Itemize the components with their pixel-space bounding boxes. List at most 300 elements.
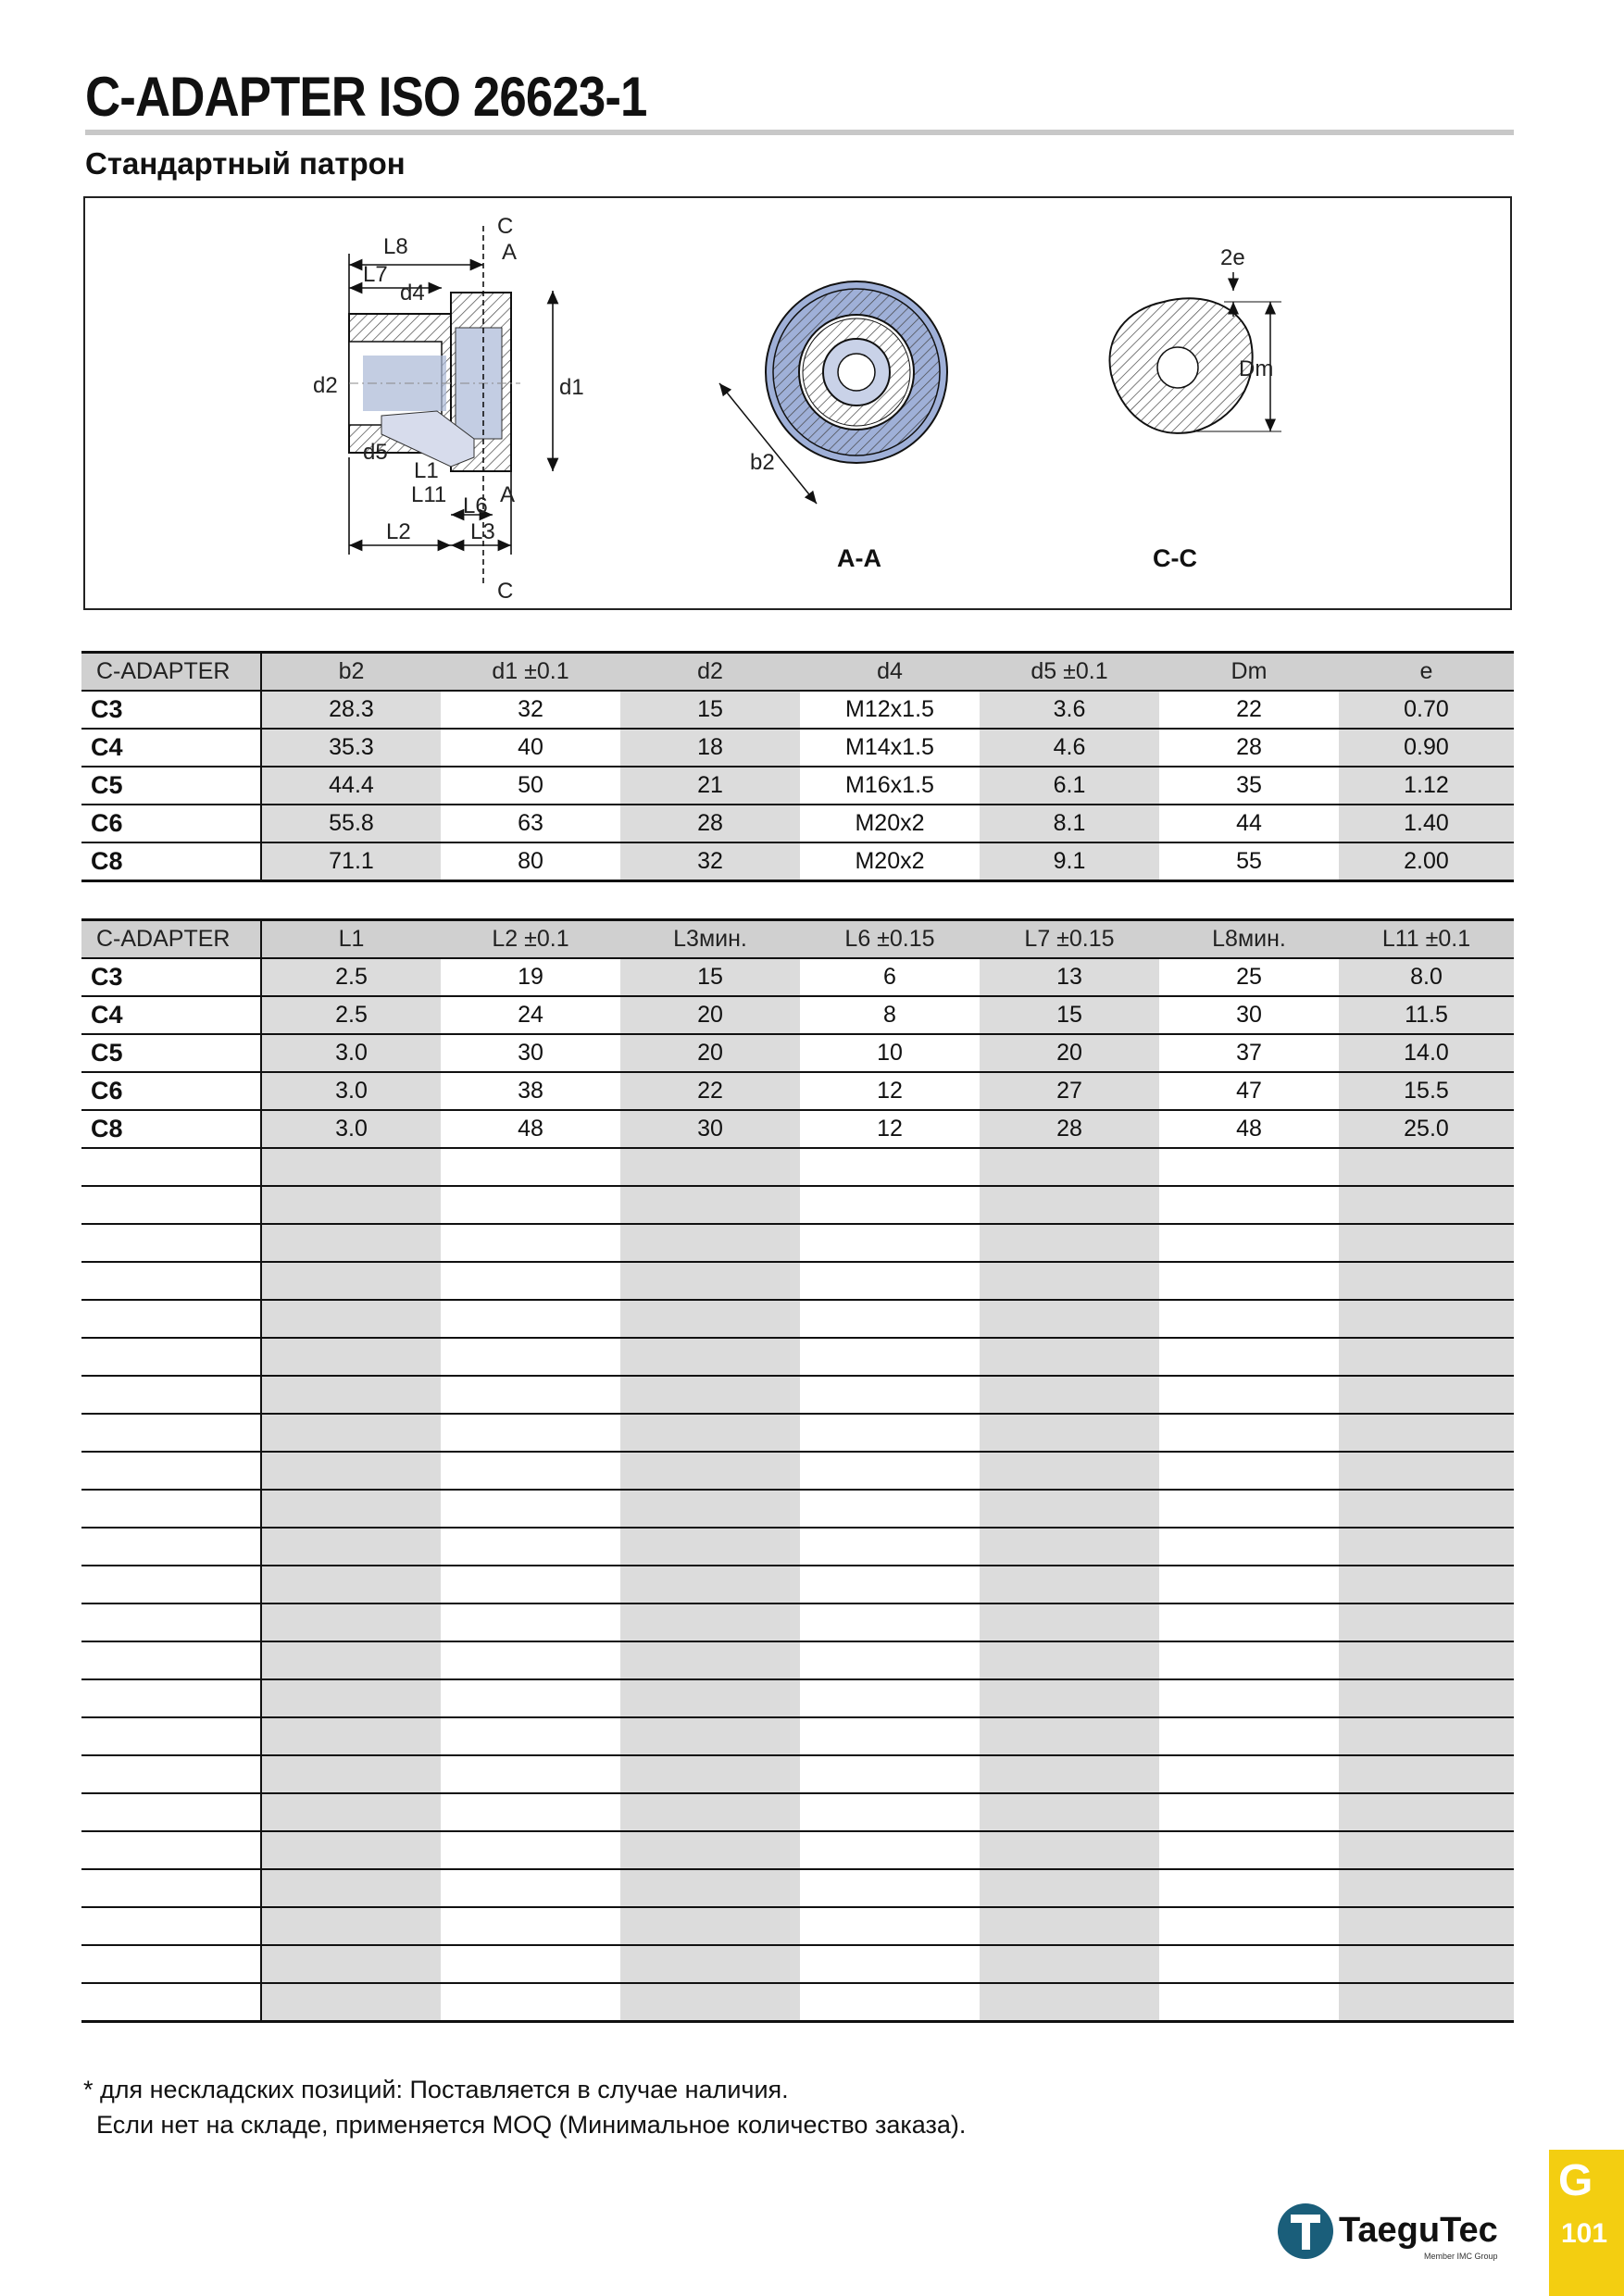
table-cell [620,1528,800,1566]
column-header: b2 [261,653,441,692]
table-cell [1159,1300,1339,1338]
table-cell [1339,1717,1514,1755]
table-cell: 44 [1159,805,1339,842]
table-cell: 55 [1159,842,1339,881]
table-cell: 14.0 [1339,1034,1514,1072]
table-cell: 40 [441,729,620,767]
table-cell: 12 [800,1110,980,1148]
table-cell: M12x1.5 [800,691,980,729]
table-cell [980,1793,1159,1831]
table-cell [620,1717,800,1755]
table-cell: 20 [980,1034,1159,1072]
table-cell: 3.0 [261,1110,441,1148]
table-cell: 15 [980,996,1159,1034]
caption-section-aa: A-A [837,544,881,572]
table-cell [261,1793,441,1831]
table-cell: 35.3 [261,729,441,767]
table-cell [441,1528,620,1566]
table-row [81,1414,1514,1452]
column-header-model: C-ADAPTER [81,920,261,959]
row-model-cell [81,1490,261,1528]
table-cell: 3.0 [261,1034,441,1072]
table-cell [261,1224,441,1262]
table-row [81,958,1514,996]
table-row [81,1755,1514,1793]
table-cell [1339,1338,1514,1376]
label-d1: d1 [559,375,584,400]
table-cell [980,1679,1159,1717]
table-cell: 32 [620,842,800,881]
table-cell: 20 [620,1034,800,1072]
table-row [81,1528,1514,1566]
table-cell [1159,1945,1339,1983]
table-cell [620,1414,800,1452]
table-row [81,1831,1514,1869]
table-cell [620,1262,800,1300]
table-cell [800,1755,980,1793]
table-cell: 15.5 [1339,1072,1514,1110]
table-cell: 4.6 [980,729,1159,767]
table-cell [1159,1148,1339,1186]
table-cell: 0.90 [1339,729,1514,767]
row-model-cell: C3 [81,958,261,996]
table-row [81,1148,1514,1186]
table-cell: 55.8 [261,805,441,842]
table-cell: 11.5 [1339,996,1514,1034]
table-cell [1339,1945,1514,1983]
column-header: L3мин. [620,920,800,959]
label-L1: L1 [414,458,439,483]
row-model-cell: C6 [81,805,261,842]
table-cell [800,1679,980,1717]
table-cell [800,1566,980,1603]
table-row [81,1641,1514,1679]
table-cell [800,1983,980,2022]
table-cell [980,1869,1159,1907]
section-letter: G [1558,2156,1593,2205]
table-row [81,1793,1514,1831]
table-cell [441,1338,620,1376]
column-header: d5 ±0.1 [980,653,1159,692]
row-model-cell [81,1148,261,1186]
table-cell [980,1300,1159,1338]
table-cell: 8.0 [1339,958,1514,996]
table-cell [1339,1793,1514,1831]
table-cell: 3.6 [980,691,1159,729]
table-cell [441,1907,620,1945]
table-row [81,1376,1514,1414]
column-header: L7 ±0.15 [980,920,1159,959]
table-row [81,1983,1514,2022]
table-cell: 63 [441,805,620,842]
table-cell [800,1338,980,1376]
table-cell: 28 [980,1110,1159,1148]
table-row [81,767,1514,805]
column-header: L6 ±0.15 [800,920,980,959]
label-d4: d4 [400,281,425,306]
label-L11: L11 [411,482,447,507]
table-cell: 71.1 [261,842,441,881]
table-cell [620,1224,800,1262]
row-model-cell [81,1186,261,1224]
table-cell [1339,1869,1514,1907]
table-cell [1159,1641,1339,1679]
table-cell [800,1945,980,1983]
table-row [81,1452,1514,1490]
table-cell [261,1452,441,1490]
table-cell: M16x1.5 [800,767,980,805]
table-row [81,1566,1514,1603]
label-A-top: A [502,240,518,265]
table-cell [800,1148,980,1186]
technical-drawing [85,198,1514,612]
table-cell: 6 [800,958,980,996]
table-cell [1159,1831,1339,1869]
table-cell [980,1414,1159,1452]
table-cell: 35 [1159,767,1339,805]
table-cell: 13 [980,958,1159,996]
page-subtitle: Стандартный патрон [85,146,406,181]
table-cell [441,1414,620,1452]
taegutec-logo-icon [1278,2203,1333,2259]
column-header: e [1339,653,1514,692]
table-cell [800,1528,980,1566]
table-cell [980,1338,1159,1376]
table-row [81,1262,1514,1300]
page-number: 101 [1561,2218,1608,2249]
table-cell: 8.1 [980,805,1159,842]
table-cell [441,1490,620,1528]
footnote-line-2: Если нет на складе, применяется MOQ (Минимальное количество заказа). [96,2111,967,2139]
row-model-cell [81,1224,261,1262]
table-cell [1339,1983,1514,2022]
table-cell: 0.70 [1339,691,1514,729]
table-cell [980,1831,1159,1869]
table-cell: 38 [441,1072,620,1110]
table-row [81,729,1514,767]
table-cell [261,1679,441,1717]
table-header-row [81,920,1514,959]
row-model-cell: C5 [81,767,261,805]
table-cell [261,1831,441,1869]
table-cell [620,1907,800,1945]
table-cell [261,1641,441,1679]
row-model-cell [81,1566,261,1603]
table-cell [1159,1793,1339,1831]
table-row [81,1945,1514,1983]
table-cell [620,1679,800,1717]
table-cell [800,1641,980,1679]
table-cell [800,1603,980,1641]
table-cell: 18 [620,729,800,767]
table-row [81,996,1514,1034]
table-cell [1339,1262,1514,1300]
label-L8: L8 [383,234,408,259]
table-cell: 1.40 [1339,805,1514,842]
table-cell: M20x2 [800,805,980,842]
label-L7: L7 [363,262,388,287]
row-model-cell [81,1338,261,1376]
table-cell [441,1755,620,1793]
table-cell: 20 [620,996,800,1034]
table-cell [441,1300,620,1338]
row-model-cell [81,1376,261,1414]
table-cell [620,1376,800,1414]
table-cell [620,1300,800,1338]
table-cell [620,1755,800,1793]
table-cell [261,1338,441,1376]
table-row [81,1679,1514,1717]
table-cell [1159,1186,1339,1224]
row-model-cell [81,1793,261,1831]
table-cell: 27 [980,1072,1159,1110]
table-cell [441,1641,620,1679]
column-header: d1 ±0.1 [441,653,620,692]
table-cell [441,1186,620,1224]
table-cell: 28 [1159,729,1339,767]
table-cell [980,1148,1159,1186]
table-cell [620,1452,800,1490]
section-cc-drawing [1110,272,1281,433]
table-cell [1159,1452,1339,1490]
table-cell [980,1262,1159,1300]
table-cell [1159,1717,1339,1755]
table-cell [261,1945,441,1983]
table-cell [800,1376,980,1414]
table-cell [1159,1679,1339,1717]
row-model-cell: C5 [81,1034,261,1072]
table-cell [800,1831,980,1869]
table-row [81,1869,1514,1907]
table-cell [441,1679,620,1717]
table-row [81,1110,1514,1148]
table-cell: 22 [1159,691,1339,729]
table-row [81,842,1514,881]
table-cell [1159,1376,1339,1414]
table-cell [620,1869,800,1907]
table-cell [1159,1755,1339,1793]
table-cell [1339,1490,1514,1528]
table-cell [441,1224,620,1262]
table-cell [261,1490,441,1528]
table-cell [800,1490,980,1528]
table-cell [1159,1603,1339,1641]
table-cell [1159,1869,1339,1907]
table-cell [261,1907,441,1945]
column-header: L8мин. [1159,920,1339,959]
table-cell: 12 [800,1072,980,1110]
row-model-cell [81,1831,261,1869]
table-cell [800,1262,980,1300]
label-2e: 2e [1220,245,1245,270]
logo-wordmark: TaeguTec [1339,2211,1498,2250]
table-cell [261,1262,441,1300]
table-row [81,1072,1514,1110]
table-cell [441,1566,620,1603]
table-cell: 2.5 [261,958,441,996]
row-model-cell [81,1869,261,1907]
table-cell [800,1452,980,1490]
table-cell [620,1186,800,1224]
table-cell [620,1793,800,1831]
table-cell [620,1566,800,1603]
table-cell: 30 [441,1034,620,1072]
table-cell [1159,1528,1339,1566]
table-cell [980,1452,1159,1490]
table-cell [980,1603,1159,1641]
table-cell [261,1528,441,1566]
table-row [81,1186,1514,1224]
table-cell: 1.12 [1339,767,1514,805]
table-cell: M14x1.5 [800,729,980,767]
row-model-cell: C3 [81,691,261,729]
technical-drawing-figure [83,196,1512,610]
table-cell [800,1300,980,1338]
table-row [81,1300,1514,1338]
taegutec-logo [1276,2200,1517,2265]
table-row [81,1490,1514,1528]
table-cell [1159,1338,1339,1376]
table-cell [800,1186,980,1224]
table-cell [620,1338,800,1376]
column-header: L11 ±0.1 [1339,920,1514,959]
label-Dm: Dm [1239,356,1274,381]
table-cell: 44.4 [261,767,441,805]
table-cell [1339,1679,1514,1717]
table-cell [261,1300,441,1338]
table-cell [441,1983,620,2022]
label-d5: d5 [363,440,388,465]
label-b2: b2 [750,450,775,475]
table-cell [1159,1983,1339,2022]
table-cell [261,1376,441,1414]
label-d2: d2 [313,373,338,398]
row-model-cell: C8 [81,1110,261,1148]
table-cell [1339,1566,1514,1603]
table-cell: 37 [1159,1034,1339,1072]
row-model-cell [81,1262,261,1300]
column-header: d2 [620,653,800,692]
table-cell [980,1983,1159,2022]
table-cell [980,1907,1159,1945]
table-cell: 2.00 [1339,842,1514,881]
table-cell: 48 [441,1110,620,1148]
table-cell [441,1831,620,1869]
table-cell [980,1755,1159,1793]
table-cell [1339,1528,1514,1566]
column-header: d4 [800,653,980,692]
table-cell: 8 [800,996,980,1034]
table-cell [1339,1148,1514,1186]
page-title: C-ADAPTER ISO 26623-1 [85,66,647,128]
row-model-cell: C4 [81,729,261,767]
table-row [81,1717,1514,1755]
table-cell [620,1641,800,1679]
row-model-cell [81,1755,261,1793]
table-cell [1339,1755,1514,1793]
footnote-line-1: * для нескладских позиций: Поставляется в случае наличия. [83,2076,789,2103]
table-cell: 15 [620,958,800,996]
table-cell [620,1983,800,2022]
row-model-cell [81,1641,261,1679]
table-cell: 30 [620,1110,800,1148]
row-model-cell [81,1528,261,1566]
dimensions-table-2 [81,918,1514,2023]
table-cell [620,1945,800,1983]
table-cell [620,1148,800,1186]
table-cell [980,1490,1159,1528]
table-cell: 28 [620,805,800,842]
row-model-cell [81,1945,261,1983]
table-cell [441,1148,620,1186]
table-cell [261,1717,441,1755]
table-cell [980,1528,1159,1566]
table-cell [1339,1376,1514,1414]
table-cell [980,1566,1159,1603]
row-model-cell [81,1414,261,1452]
table-cell: 2.5 [261,996,441,1034]
table-cell [1159,1490,1339,1528]
table-row [81,805,1514,842]
table-cell: 10 [800,1034,980,1072]
row-model-cell [81,1300,261,1338]
table-cell [1339,1414,1514,1452]
table-cell: 19 [441,958,620,996]
table-cell [441,1603,620,1641]
table-cell: 9.1 [980,842,1159,881]
table-cell [980,1376,1159,1414]
table-cell: 15 [620,691,800,729]
table-cell [261,1869,441,1907]
table-cell [261,1186,441,1224]
table-cell [441,1376,620,1414]
table-cell [620,1490,800,1528]
table-cell [441,1262,620,1300]
table-cell [620,1603,800,1641]
title-divider [85,130,1514,135]
column-header: L1 [261,920,441,959]
row-model-cell [81,1452,261,1490]
table-cell: 25.0 [1339,1110,1514,1148]
table-cell [1339,1641,1514,1679]
table-cell [980,1186,1159,1224]
column-header-model: C-ADAPTER [81,653,261,692]
table-cell: 25 [1159,958,1339,996]
table-cell: M20x2 [800,842,980,881]
table-cell [980,1641,1159,1679]
table-cell [800,1224,980,1262]
table-cell [1159,1262,1339,1300]
row-model-cell [81,1907,261,1945]
table-cell [441,1793,620,1831]
table-cell [261,1603,441,1641]
table-cell [1339,1224,1514,1262]
table-cell [261,1148,441,1186]
table-cell: 28.3 [261,691,441,729]
label-L3: L3 [470,519,495,544]
table-cell [261,1414,441,1452]
caption-section-cc: C-C [1153,544,1197,572]
row-model-cell [81,1603,261,1641]
table-row [81,1338,1514,1376]
table-cell: 3.0 [261,1072,441,1110]
table-cell: 50 [441,767,620,805]
table-row [81,1603,1514,1641]
table-cell: 32 [441,691,620,729]
label-A-bottom: A [500,482,516,507]
table-cell [261,1566,441,1603]
table-cell [441,1717,620,1755]
